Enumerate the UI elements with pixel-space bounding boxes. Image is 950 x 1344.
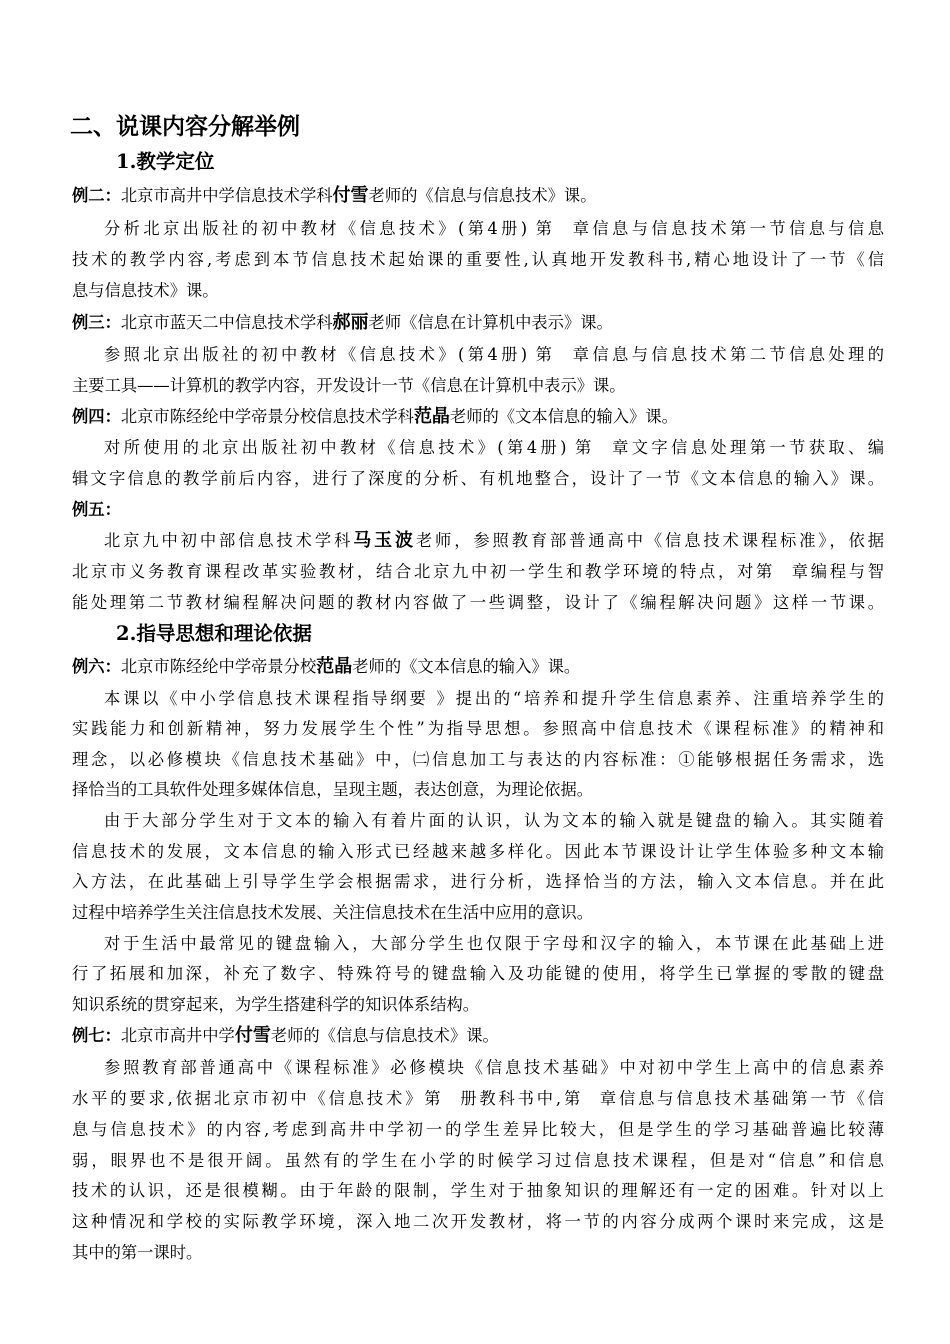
example-5-heading bbox=[72, 500, 884, 520]
paragraph-line: 参照北京出版社的初中教材《信息技术》(第4册) 第 章信息与信息技术第二节信息处理的 bbox=[104, 345, 884, 364]
paragraph-line: 水平的要求,依据北京市初中《信息技术》第 册教科书中,第 章信息与信息技术基础第一节《信 bbox=[72, 1089, 884, 1108]
teacher-name: 马玉波 bbox=[353, 530, 416, 551]
example-2-heading: 例二：北京市高井中学信息技术学科付雪老师的《信息与信息技术》课。 bbox=[72, 185, 597, 206]
paragraph-line: 其中的第一课时。 bbox=[72, 1243, 203, 1262]
teacher-name: 付雪 bbox=[332, 185, 369, 206]
paragraph-line: 实践能力和创新精神，努力发展学生个性”为指导思想。参照高中信息技术《课程标准》的精神和 bbox=[72, 719, 884, 738]
subsection-teaching-positioning: 1.教学定位 bbox=[116, 150, 215, 173]
paragraph-line: 北京市义务教育课程改革实验教材，结合北京九中初一学生和教学环境的特点，对第 章编程与智 bbox=[72, 562, 884, 581]
paragraph-line: 信息技术的发展，文本信息的输入形式已经越来越多样化。因此本节课设计让学生体验多种文本输 bbox=[72, 842, 884, 861]
paragraph-line: 北京九中初中部信息技术学科马玉波老师，参照教育部普通高中《信息技术课程标准》，依据 bbox=[104, 530, 885, 551]
section-title: 二、说课内容分解举例 bbox=[70, 113, 300, 140]
paragraph-line: 技术的教学内容,考虑到本节信息技术起始课的重要性,认真地开发教科书,精心地设计了一节《信 bbox=[72, 250, 884, 269]
paragraph-line: 主要工具——计算机的教学内容，开发设计一节《信息在计算机中表示》课。 bbox=[72, 376, 626, 395]
paragraph-line: 技术的认识，还是很模糊。由于年龄的限制，学生对于抽象知识的理解还有一定的困难。针对以上 bbox=[72, 1181, 884, 1200]
paragraph-line: 过程中培养学生关注信息技术发展、关注信息技术在生活中应用的意识。 bbox=[72, 903, 594, 922]
subsection-guiding-thought: 2.指导思想和理论依据 bbox=[116, 622, 312, 645]
example-label: 例二： bbox=[72, 186, 121, 205]
example-label: 例六： bbox=[72, 657, 121, 676]
teacher-name: 付雪 bbox=[234, 1025, 271, 1046]
example-7-heading: 例七：北京市高井中学付雪老师的《信息与信息技术》课。 bbox=[72, 1025, 499, 1046]
example-label: 例七： bbox=[72, 1026, 121, 1045]
paragraph-line: 入方法，在此基础上引导学生学会根据需求，进行分析，选择恰当的方法，输入文本信息。并在此 bbox=[72, 872, 884, 891]
paragraph-line: 参照教育部普通高中《课程标准》必修模块《信息技术基础》中对初中学生上高中的信息素养 bbox=[104, 1058, 884, 1077]
example-4-heading: 例四：北京市陈经纶中学帝景分校信息技术学科范晶老师的《文本信息的输入》课。 bbox=[72, 406, 678, 427]
teacher-name: 范晶 bbox=[413, 406, 450, 427]
paragraph-line: 择恰当的工具软件处理多媒体信息，呈现主题，表达创意，为理论依据。 bbox=[72, 780, 594, 799]
teacher-name: 郝丽 bbox=[332, 312, 369, 333]
example-label: 例四： bbox=[72, 407, 121, 426]
paragraph-line: 辑文字信息的教学前后内容，进行了深度的分析、有机地整合，设计了一节《文本信息的输入》课。 bbox=[72, 469, 884, 488]
example-3-heading: 例三：北京市蓝天二中信息技术学科郝丽老师《信息在计算机中表示》课。 bbox=[72, 312, 613, 333]
paragraph-line: 本课以《中小学信息技术课程指导纲要 》提出的“培养和提升学生信息素养、注重培养学生的 bbox=[104, 689, 884, 708]
paragraph-line: 行了拓展和加深，补充了数字、特殊符号的键盘输入及功能键的使用，将学生已掌握的零散的键盘 bbox=[72, 964, 884, 983]
paragraph-line: 息与信息技术》课。 bbox=[72, 281, 219, 300]
paragraph-line: 由于大部分学生对于文本的输入有着片面的认识，认为文本的输入就是键盘的输入。其实随着 bbox=[104, 811, 884, 830]
example-6-heading: 例六：北京市陈经纶中学帝景分校范晶老师的《文本信息的输入》课。 bbox=[72, 656, 581, 677]
paragraph-line: 理念，以必修模块《信息技术基础》中，㈡信息加工与表达的内容标准：①能够根据任务需求，选 bbox=[72, 750, 884, 769]
paragraph-line: 分析北京出版社的初中教材《信息技术》(第4册) 第 章信息与信息技术第一节信息与信息 bbox=[104, 219, 884, 238]
paragraph-line: 对于生活中最常见的键盘输入，大部分学生也仅限于字母和汉字的输入，本节课在此基础上进 bbox=[104, 934, 884, 953]
example-label: 例三： bbox=[72, 313, 121, 332]
paragraph-line: 弱，眼界也不是很开阔。虽然有的学生在小学的时候学习过信息技术课程，但是对“信息”和信息 bbox=[72, 1151, 884, 1170]
paragraph-line: 知识系统的贯穿起来，为学生搭建科学的知识体系结构。 bbox=[72, 995, 480, 1014]
example-label: 例五： bbox=[72, 500, 121, 519]
paragraph-line: 这种情况和学校的实际教学环境，深入地二次开发教材，将一节的内容分成两个课时来完成，这是 bbox=[72, 1212, 884, 1231]
paragraph-line: 息与信息技术》的内容,考虑到高井中学初一的学生差异比较大，但是学生的学习基础普遍比较薄 bbox=[72, 1120, 884, 1139]
paragraph-line: 能处理第二节教材编程解决问题的教材内容做了一些调整，设计了《编程解决问题》这样一节课。 bbox=[72, 593, 884, 612]
teacher-name: 范晶 bbox=[316, 656, 353, 677]
paragraph-line: 对所使用的北京出版社初中教材《信息技术》(第4册) 第 章文字信息处理第一节获取、编 bbox=[104, 438, 884, 457]
